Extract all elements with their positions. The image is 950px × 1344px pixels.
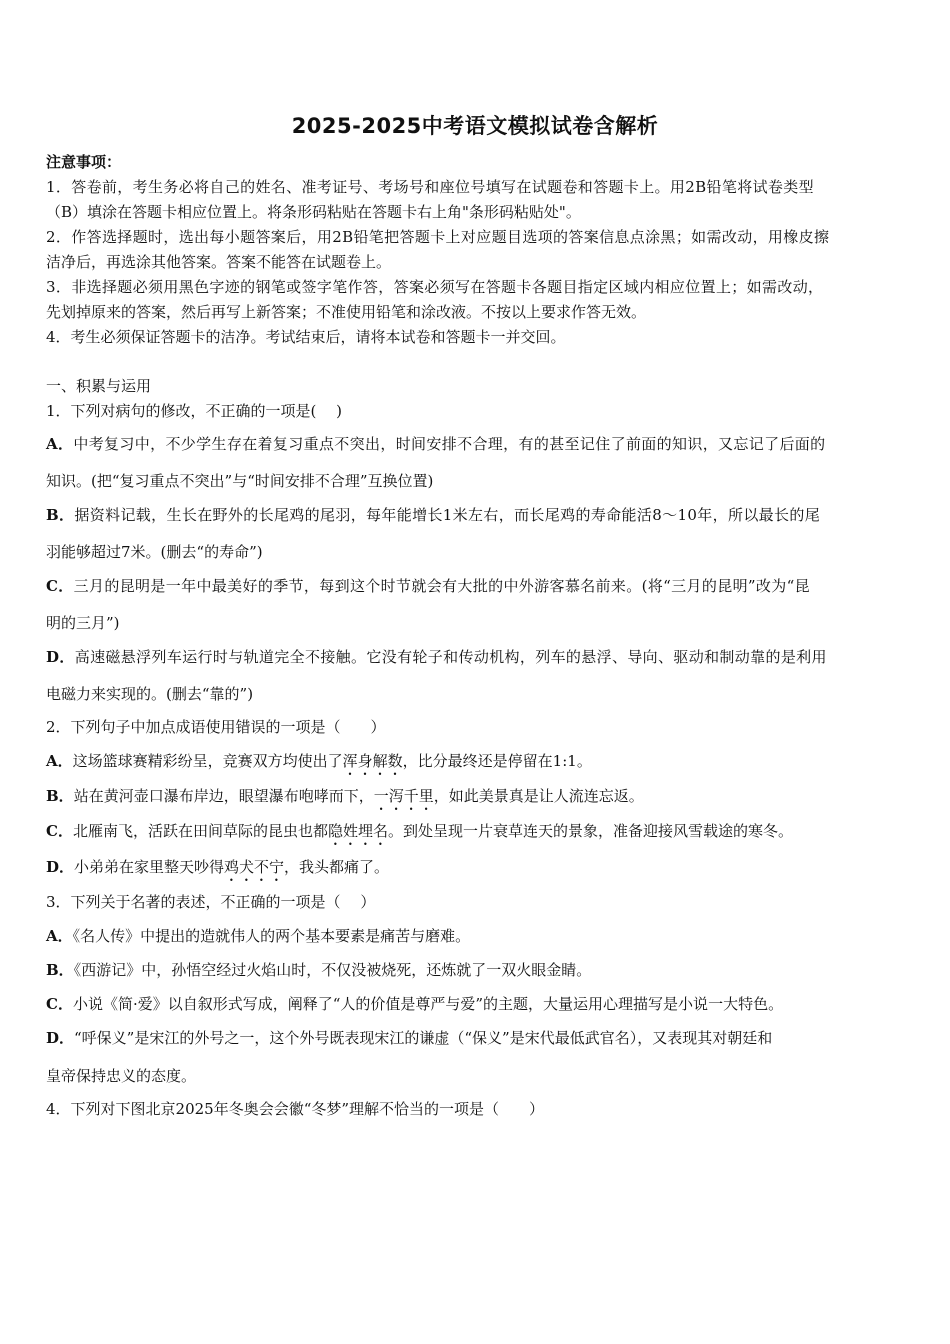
option-text: 站在黄河壶口瀑布岸边，眼望瀑布咆哮而下， bbox=[73, 787, 374, 805]
option-text: 北雁南飞，活跃在田间草际的昆虫也都 bbox=[72, 822, 328, 840]
option-b bbox=[46, 786, 644, 814]
notice-line: 先划掉原来的答案，然后再写上新答案；不准使用铅笔和涂改液。不按以上要求作答无效。 bbox=[46, 303, 647, 321]
option-text: 小弟弟在家里整天吵得 bbox=[74, 858, 225, 876]
option-text-cont: 电磁力来实现的。(删去“靠的”) bbox=[46, 685, 254, 703]
option-c bbox=[46, 576, 810, 596]
option-label: A． bbox=[46, 927, 73, 945]
question-stem: 2．下列句子中加点成语使用错误的一项是（ ） bbox=[46, 718, 386, 736]
notice-heading: 注意事项： bbox=[46, 153, 122, 171]
notice-line: 3．非选择题必须用黑色字迹的钢笔或签字笔作答，答案必须写在答题卡各题目指定区域内相应位置上；如需改动， bbox=[46, 278, 824, 296]
page-title: 2025-2025中考语文模拟试卷含解析 bbox=[291, 114, 659, 138]
option-b bbox=[46, 505, 820, 525]
question-stem: 4．下列对下图北京2025年冬奥会会徽“冬梦”理解不恰当的一项是（ ） bbox=[46, 1100, 545, 1118]
option-text: 这场篮球赛精彩纷呈，竞赛双方均使出了 bbox=[72, 752, 343, 770]
notice-line: 4．考生必须保证答题卡的洁净。考试结束后，请将本试卷和答题卡一并交回。 bbox=[46, 328, 566, 346]
option-text: 《名人传》中提出的造就伟人的两个基本要素是痛苦与磨难。 bbox=[72, 927, 471, 945]
dotted-idiom: 一泻千里 bbox=[373, 787, 434, 805]
option-a bbox=[46, 751, 592, 779]
option-text: 《西游记》中，孙悟空经过火焰山时，不仅没被烧死，还炼就了一双火眼金睛。 bbox=[73, 961, 592, 979]
option-label: C． bbox=[46, 822, 73, 840]
option-label: A． bbox=[46, 752, 73, 770]
option-d bbox=[46, 1028, 772, 1048]
notice-line: （B）填涂在答题卡相应位置上。将条形码粘贴在答题卡右上角"条形码粘贴处"。 bbox=[46, 203, 581, 221]
option-text-cont: 明的三月”) bbox=[46, 614, 120, 632]
option-text: 。到处呈现一片衰草连天的景象，准备迎接风雪载途的寒冬。 bbox=[387, 822, 793, 840]
question-stem: 1．下列对病句的修改，不正确的一项是( ) bbox=[46, 402, 343, 420]
option-text: 据资料记载，生长在野外的长尾鸡的尾羽，每年能增长1米左右，而长尾鸡的寿命能活8～10年，所以最长的尾 bbox=[74, 506, 821, 524]
dotted-idiom: 隐姓埋名 bbox=[327, 822, 388, 840]
notice-line: 1．答卷前，考生务必将自己的姓名、准考证号、考场号和座位号填写在试题卷和答题卡上。用2B铅笔将试卷类型 bbox=[46, 178, 814, 196]
question-stem: 3．下列关于名著的表述，不正确的一项是（ ） bbox=[46, 893, 376, 911]
dotted-idiom: 浑身解数 bbox=[342, 752, 403, 770]
option-label: D． bbox=[46, 1029, 75, 1047]
option-text-cont: 皇帝保持忠义的态度。 bbox=[46, 1067, 197, 1085]
option-label: B． bbox=[46, 961, 74, 979]
option-label: C． bbox=[46, 577, 74, 595]
dotted-idiom: 鸡犬不宁 bbox=[224, 858, 285, 876]
option-label: A． bbox=[46, 435, 74, 453]
option-text: 高速磁悬浮列车运行时与轨道完全不接触。它没有轮子和传动机构，列车的悬浮、导向、驱动和制动靠的是利用 bbox=[74, 648, 827, 666]
option-text: 小说《简·爱》以自叙形式写成，阐释了“人的价值是尊严与爱”的主题，大量运用心理描写是小说一大特色。 bbox=[72, 995, 784, 1013]
option-b bbox=[46, 960, 591, 980]
option-d bbox=[46, 647, 827, 667]
option-text: ，我头都痛了。 bbox=[284, 858, 390, 876]
option-c bbox=[46, 994, 783, 1014]
option-label: D． bbox=[46, 858, 75, 876]
option-text-cont: 羽能够超过7米。(删去“的寿命”) bbox=[46, 543, 263, 561]
option-a bbox=[46, 926, 470, 946]
section-heading: 一、积累与运用 bbox=[46, 377, 152, 395]
option-label: B． bbox=[46, 506, 75, 524]
notice-line: 洁净后，再选涂其他答案。答案不能答在试题卷上。 bbox=[46, 253, 392, 271]
option-text: ，比分最终还是停留在1:1。 bbox=[402, 752, 592, 770]
option-label: C． bbox=[46, 995, 73, 1013]
option-c bbox=[46, 821, 793, 849]
option-label: B． bbox=[46, 787, 74, 805]
option-text: 中考复习中，不少学生存在着复习重点不突出，时间安排不合理，有的甚至记住了前面的知识，又忘记了后面的 bbox=[73, 435, 826, 453]
notice-line: 2．作答选择题时，选出每小题答案后，用2B铅笔把答题卡上对应题目选项的答案信息点涂黑；如需改动，用橡皮擦 bbox=[46, 228, 830, 246]
option-text: 三月的昆明是一年中最美好的季节，每到这个时节就会有大批的中外游客慕名前来。(将“三月的昆明”改为“昆 bbox=[73, 577, 811, 595]
option-text-cont: 知识。(把“复习重点不突出”与“时间安排不合理”互换位置) bbox=[46, 472, 434, 490]
option-label: D． bbox=[46, 648, 75, 666]
option-d bbox=[46, 857, 389, 885]
option-text: “呼保义”是宋江的外号之一，这个外号既表现宋江的谦虚（“保义”是宋代最低武官名），又表现其对朝廷和 bbox=[74, 1029, 773, 1047]
option-a bbox=[46, 434, 826, 454]
option-text: ，如此美景真是让人流连忘返。 bbox=[433, 787, 644, 805]
